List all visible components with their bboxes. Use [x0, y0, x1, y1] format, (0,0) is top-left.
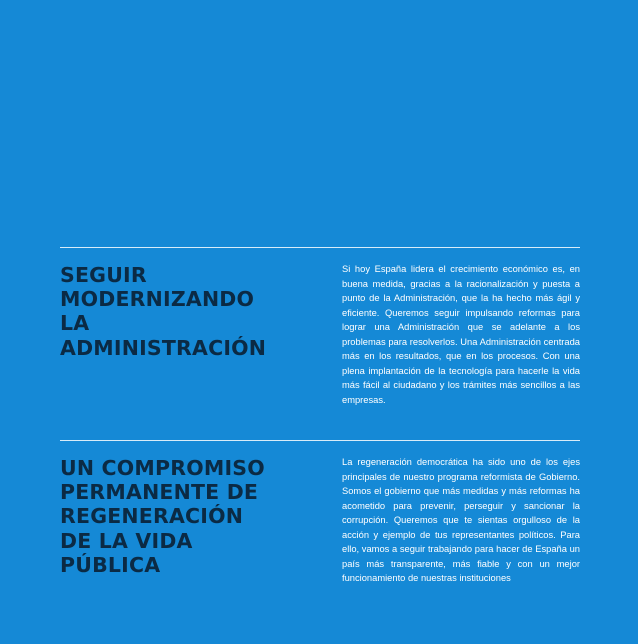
heading-line: DE LA VIDA — [60, 528, 193, 553]
heading-line: PÚBLICA — [60, 552, 161, 577]
heading-line: UN COMPROMISO — [60, 456, 265, 480]
section-body-text: La regeneración democrática ha sido uno de los ejes principales de nuestro programa reformista de Gobierno. Somos el gobierno que más medidas y más reformas ha acometido para prevenir, perseguir y sancionar la corrupción. Queremos que te sientas orgulloso de la acción y ejemplo de tus representantes políticos. Para ello, vamos a seguir trabajando para hacer de España un país más transparente, más fiable y con un mejor funcionamiento de nuestras instituciones — [342, 457, 580, 583]
section-heading — [60, 456, 300, 577]
heading-line: LA — [60, 311, 90, 336]
section-heading — [60, 263, 300, 360]
section-divider — [60, 247, 580, 248]
heading-line: MODERNIZANDO — [60, 287, 255, 312]
heading-line: SEGUIR — [60, 263, 147, 287]
heading-line: PERMANENTE DE — [60, 480, 259, 505]
section-divider — [60, 440, 580, 441]
heading-line: REGENERACIÓN — [60, 504, 244, 529]
section-regeneracion — [60, 440, 580, 610]
heading-line: ADMINISTRACIÓN — [60, 335, 267, 360]
section-administracion — [60, 247, 580, 417]
section-body-text: Si hoy España lidera el crecimiento económico es, en buena medida, gracias a la racionalización y puesta a punto de la Administración, que la ha hecho más ágil y eficiente. Queremos seguir impulsando reformas para lograr una Administración que se adelante a los problemas para resolverlos. Una Administración centrada más en los resultados, que en los procesos. Con una plena implantación de la tecnología para hacerle la vida más fácil al ciudadano y los trámites más sencillos a las empresas. — [342, 264, 580, 405]
